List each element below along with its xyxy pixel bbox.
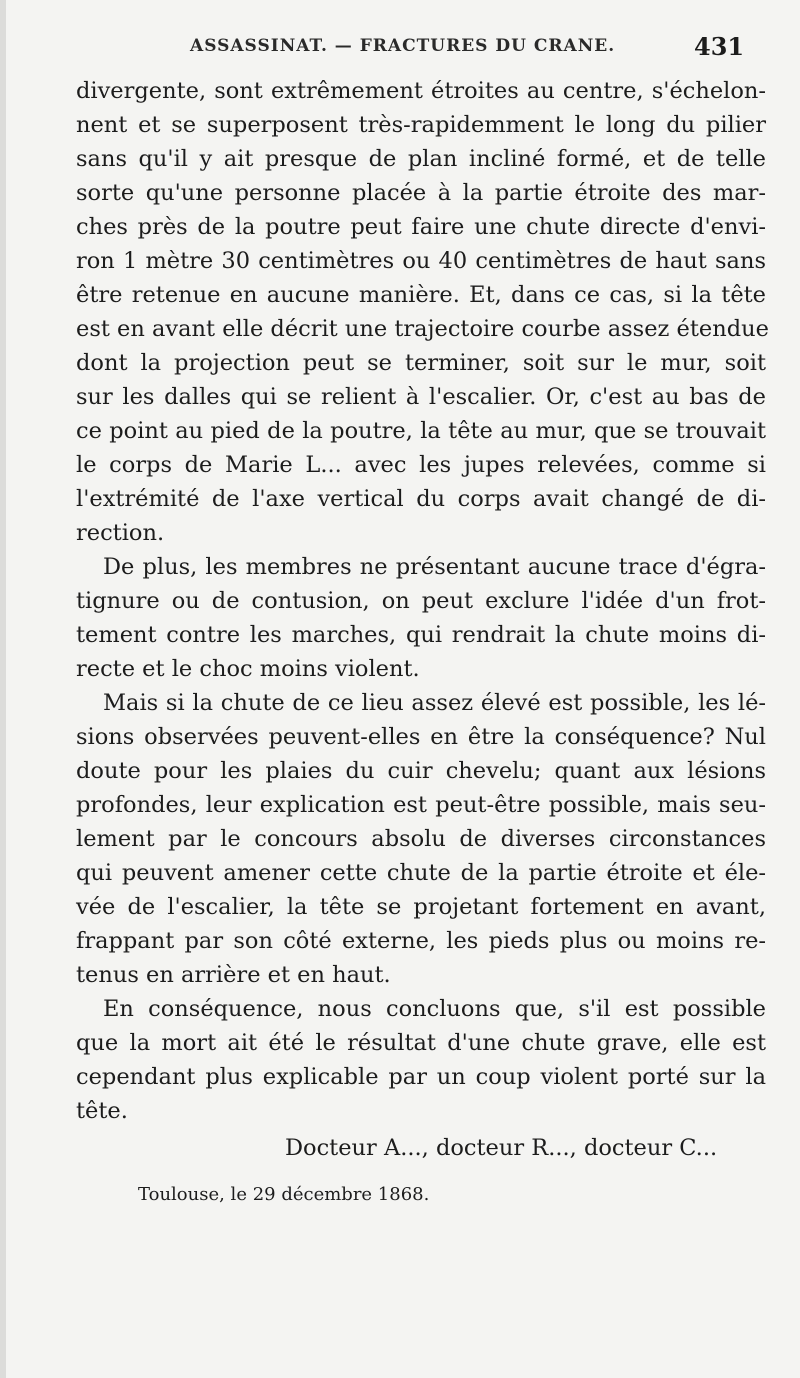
text-line: ce point au pied de la poutre, la tête au mur, que se trouvait <box>76 418 766 444</box>
text-line: que la mort ait été le résultat d'une chute grave, elle est <box>76 1030 766 1056</box>
text-line: sans qu'il y ait presque de plan incliné formé, et de telle <box>76 146 766 172</box>
text-line: rection. <box>76 520 165 546</box>
text-line: ron 1 mètre 30 centimètres ou 40 centimètres de haut sans <box>76 248 766 274</box>
text-line: l'extrémité de l'axe vertical du corps avait changé de di- <box>76 486 766 512</box>
running-head: ASSASSINAT. — FRACTURES DU CRANE. <box>190 36 616 56</box>
text-line: être retenue en aucune manière. Et, dans ce cas, si la tête <box>76 282 766 308</box>
text-line: nent et se superposent très-rapidemment le long du pilier <box>76 112 766 138</box>
text-line: lement par le concours absolu de diverses circonstances <box>76 826 766 852</box>
text-line: sions observées peuvent-elles en être la conséquence? Nul <box>76 724 766 750</box>
text-line: vée de l'escalier, la tête se projetant fortement en avant, <box>76 894 766 920</box>
text-line: dont la projection peut se terminer, soit sur le mur, soit <box>76 350 766 376</box>
text-line: doute pour les plaies du cuir chevelu; quant aux lésions <box>76 758 766 784</box>
text-line: sorte qu'une personne placée à la partie étroite des mar- <box>76 180 766 206</box>
text-line: est en avant elle décrit une trajectoire courbe assez étendue <box>76 316 769 342</box>
text-line: ches près de la poutre peut faire une chute directe d'envi- <box>76 214 766 240</box>
text-line: qui peuvent amener cette chute de la partie étroite et éle- <box>76 860 766 886</box>
text-line: tête. <box>76 1098 128 1124</box>
text-line: tenus en arrière et en haut. <box>76 962 391 988</box>
paragraph-first-line: En conséquence, nous concluons que, s'il est possible <box>103 996 766 1022</box>
text-line: le corps de Marie L... avec les jupes relevées, comme si <box>76 452 766 478</box>
text-line: profondes, leur explication est peut-être possible, mais seu- <box>76 792 766 818</box>
body-text <box>76 74 769 1168</box>
page-number: 431 <box>694 32 745 61</box>
text-line: tement contre les marches, qui rendrait la chute moins di- <box>76 622 766 648</box>
paragraph-first-line: Mais si la chute de ce lieu assez élevé est possible, les lé- <box>103 690 766 716</box>
text-line: cependant plus explicable par un coup violent porté sur la <box>76 1064 766 1090</box>
paragraph-first-line: De plus, les membres ne présentant aucune trace d'égra- <box>103 554 766 580</box>
text-line: sur les dalles qui se relient à l'escalier. Or, c'est au bas de <box>76 384 766 410</box>
place-date: Toulouse, le 29 décembre 1868. <box>138 1184 430 1205</box>
page-edge-shadow <box>0 0 6 1378</box>
text-line: divergente, sont extrêmement étroites au centre, s'échelon- <box>76 78 766 104</box>
signature: Docteur A..., docteur R..., docteur C... <box>285 1135 718 1161</box>
text-line: recte et le choc moins violent. <box>76 656 420 682</box>
text-line: tignure ou de contusion, on peut exclure l'idée d'un frot- <box>76 588 766 614</box>
text-line: frappant par son côté externe, les pieds plus ou moins re- <box>76 928 766 954</box>
